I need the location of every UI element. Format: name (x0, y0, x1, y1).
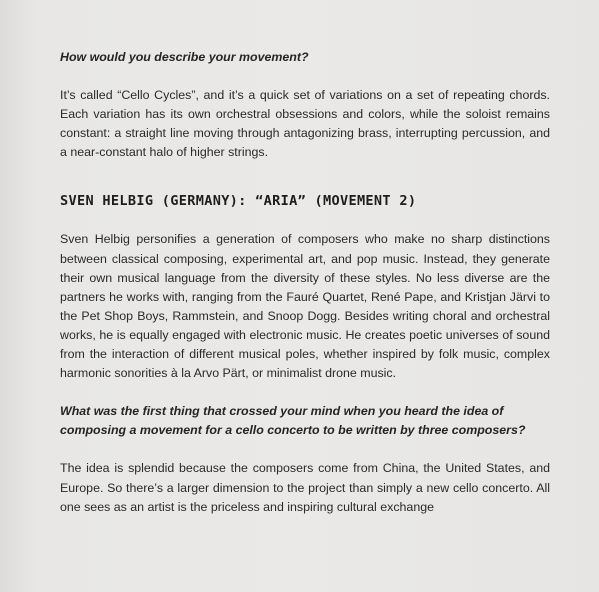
interview-question-1: How would you describe your movement? (60, 50, 309, 64)
answer-paragraph-2: The idea is splendid because the composers come from China, the United States, and Europe. So there’s a larger dimension to the project than simply a new cello concerto. All one sees as an artist is the priceless and inspiring cultural exchange (60, 461, 550, 514)
page-content (60, 48, 550, 517)
answer-paragraph-1: It’s called “Cello Cycles”, and it’s a quick set of variations on a set of repeating chords. Each variation has its own orchestral obsessions and colors, while the soloist remains constant: a straight line moving through antagonizing brass, interrupting percussion, and a near-constant halo of higher strings. (60, 88, 550, 160)
bio-paragraph: Sven Helbig personifies a generation of composers who make no sharp distinctions between classical composing, experimental art, and pop music. Instead, they generate their own musical language from the diversity of these styles. No less diverse are the partners he works with, ranging from the Fauré Quartet, René Pape, and Kristjan Järvi to the Pet Shop Boys, Rammstein, and Snoop Dogg. Besides writing choral and orchestral works, he is equally engaged with electronic music. He creates poetic universes of sound from the interaction of different musical poles, whether inspired by folk music, complex harmonic sonorities à la Arvo Pärt, or minimalist drone music. (60, 232, 550, 381)
section-heading: SVEN HELBIG (GERMANY): “ARIA” (MOVEMENT 2) (60, 193, 417, 210)
interview-question-2: What was the first thing that crossed your mind when you heard the idea of composing a movement for a cello concerto to be written by three composers? (60, 404, 526, 438)
